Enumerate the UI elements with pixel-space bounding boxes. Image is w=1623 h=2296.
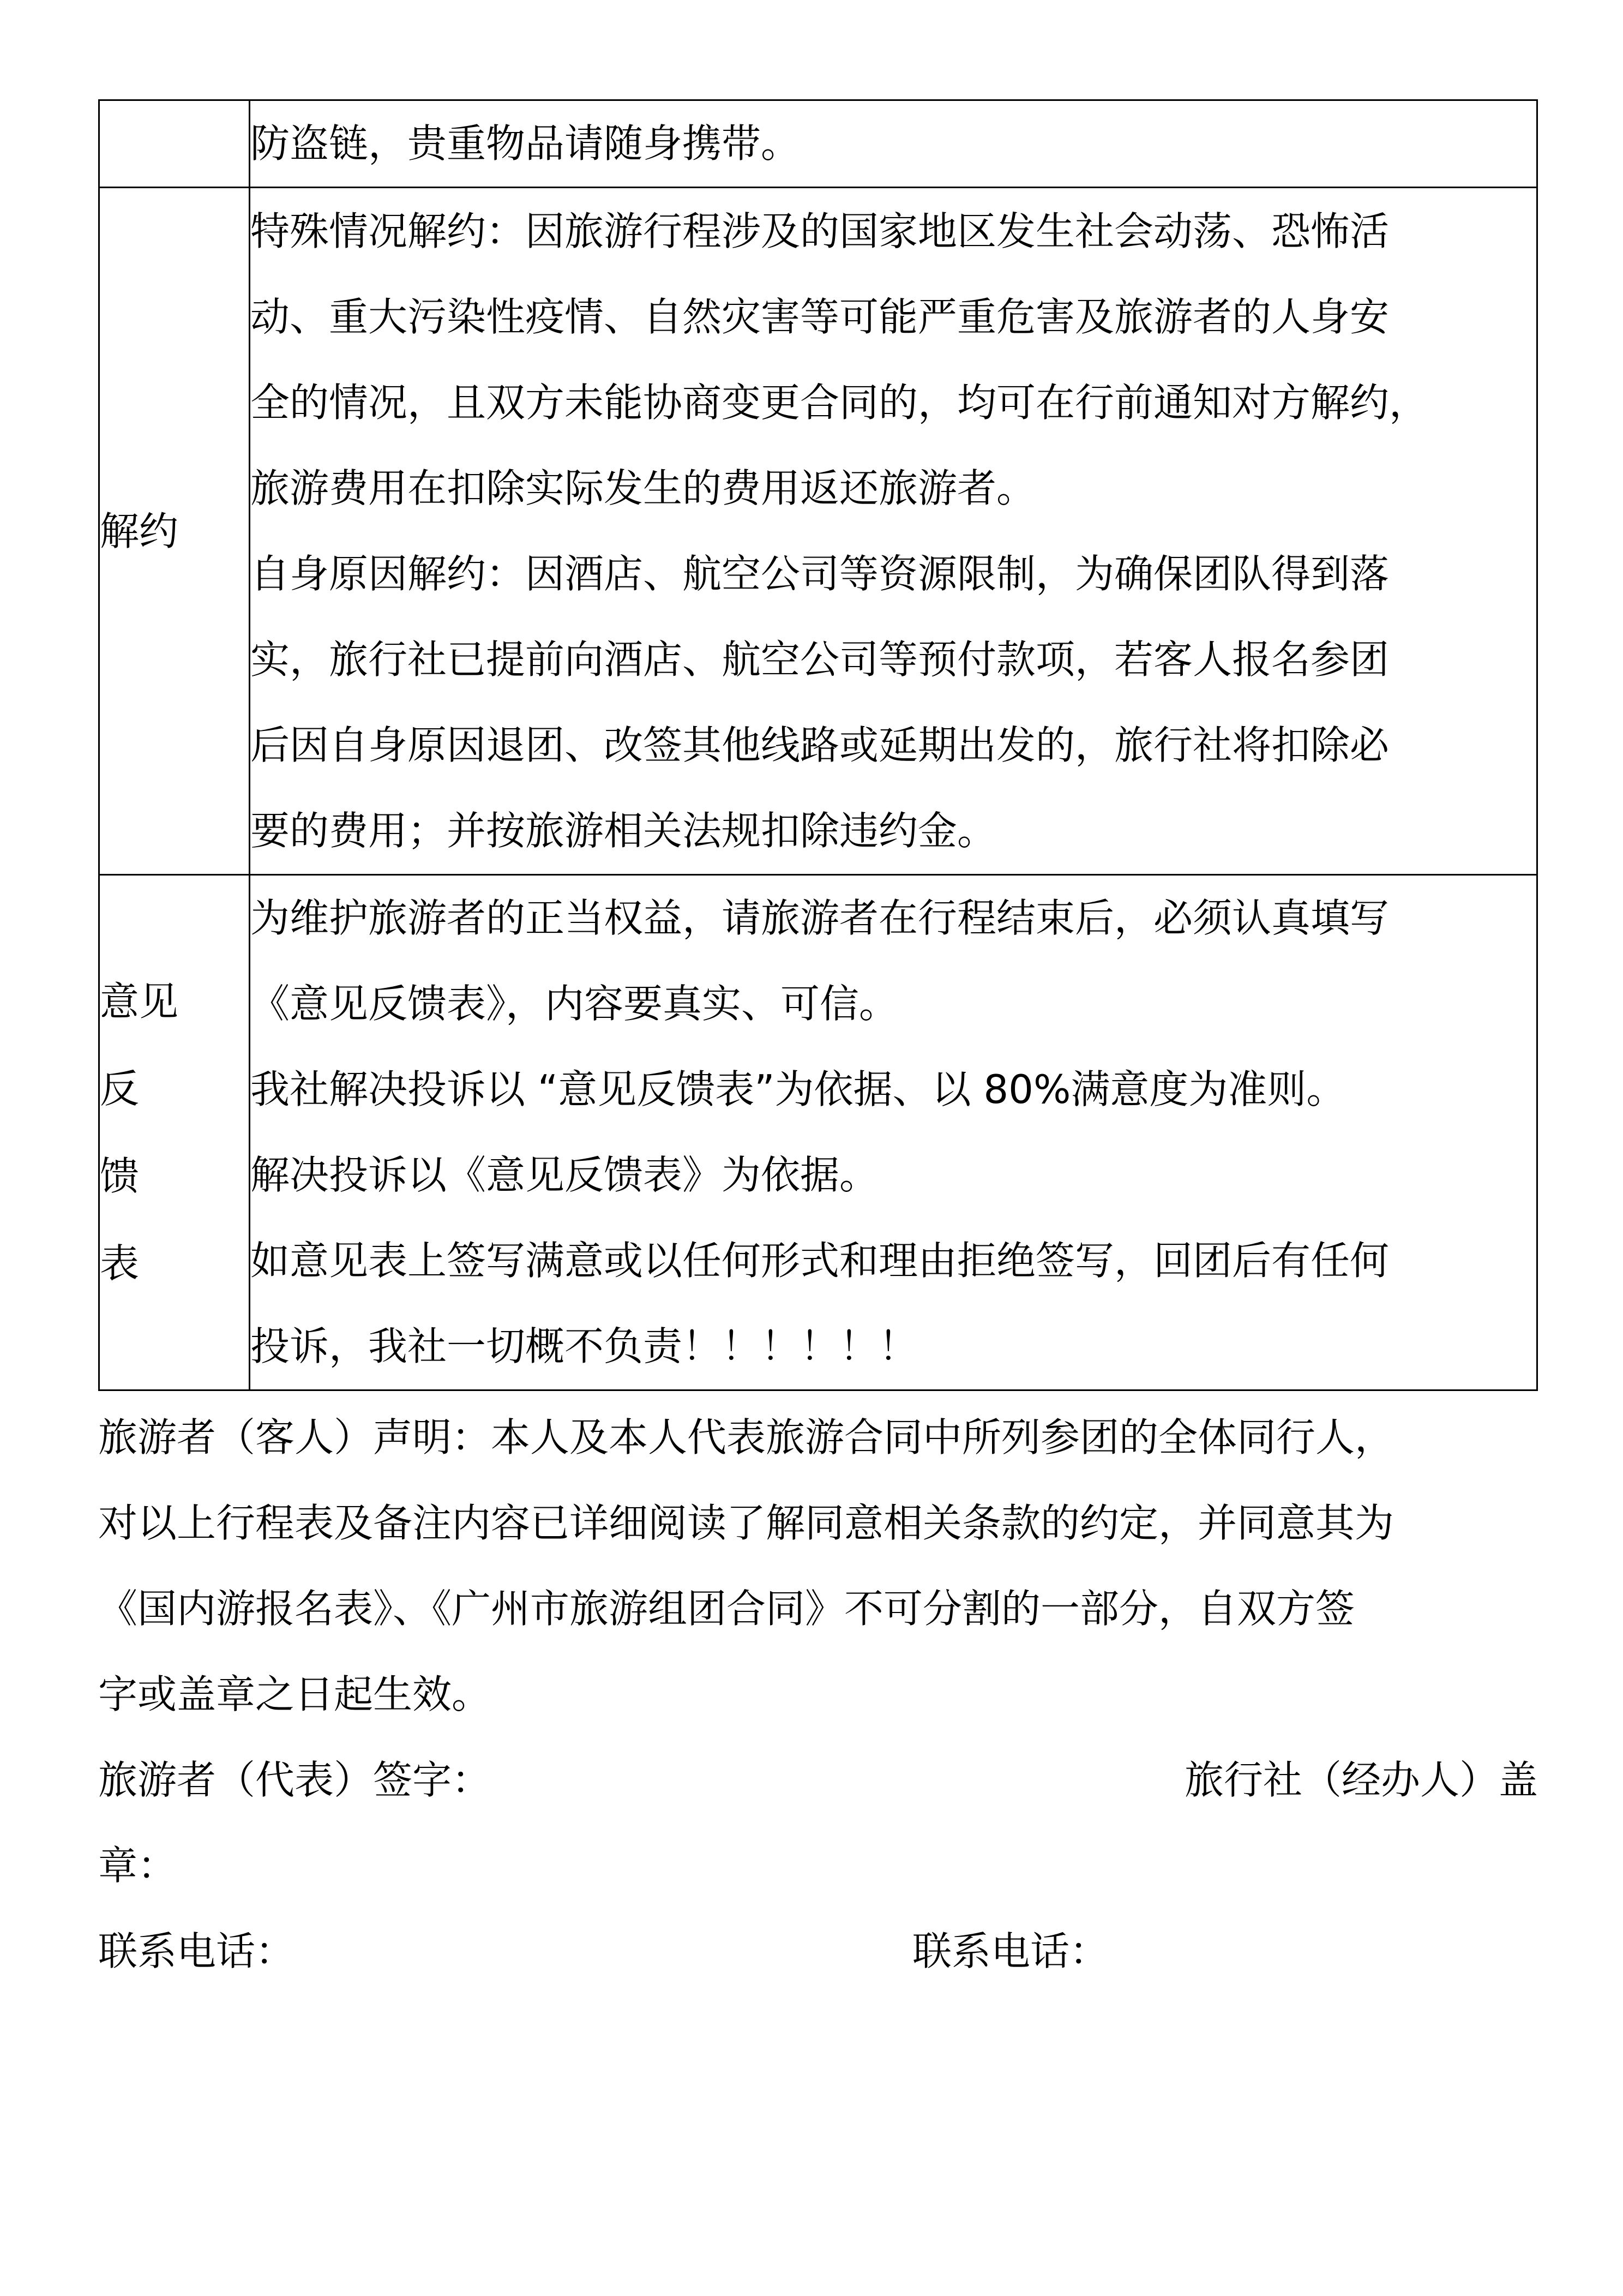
tourist-signature-label: 旅游者（代表）签字： [98, 1757, 491, 1803]
row-label-cancellation: 解约 [99, 188, 250, 875]
row-label [99, 100, 250, 188]
text-line: 投诉，我社一切概不负责！！！！！！ [250, 1323, 918, 1369]
text-line: 要的费用；并按旅游相关法规扣除违约金。 [250, 807, 997, 854]
terms-table [98, 99, 1538, 1391]
statement-line: 旅游者（客人）声明：本人及本人代表旅游合同中所列参团的全体同行人， [98, 1414, 1394, 1460]
table-row-feedback [99, 875, 1537, 1390]
text-line: 自身原因解约：因酒店、航空公司等资源限制，为确保团队得到落 [250, 550, 1390, 597]
label-char: 馈 [100, 1153, 140, 1199]
label-part: 表 [100, 1240, 140, 1286]
table-row-cancellation [99, 188, 1537, 875]
tourist-phone-label: 联系电话： [98, 1928, 295, 1974]
signature-row [98, 1737, 1538, 1823]
agency-stamp-label-continued: 章： [98, 1843, 177, 1889]
agency-phone-label: 联系电话： [912, 1928, 1109, 1974]
label-part-spread [100, 1045, 203, 1220]
row-content [250, 100, 1537, 188]
text-line: 实，旅行社已提前向酒店、航空公司等预付款项，若客人报名参团 [250, 636, 1390, 682]
statement-line: 对以上行程表及备注内容已详细阅读了解同意相关条款的约定，并同意其为 [98, 1500, 1394, 1546]
text-line: 解决投诉以《意见反馈表》为依据。 [250, 1152, 879, 1198]
statement-line: 字或盖章之日起生效。 [98, 1671, 491, 1717]
row-content-cancellation [250, 188, 1537, 875]
text-line: 全的情况，且双方未能协商变更合同的，均可在行前通知对方解约， [250, 379, 1429, 425]
text-line: 如意见表上签写满意或以任何形式和理由拒绝签写，回团后有任何 [250, 1238, 1390, 1284]
text-line: 动、重大污染性疫情、自然灾害等可能严重危害及旅游者的人身安 [250, 293, 1390, 340]
agency-stamp-label: 旅行社（经办人）盖 [1184, 1757, 1538, 1803]
row-label-feedback [99, 875, 250, 1390]
label-part: 意见 [100, 979, 179, 1024]
text-line: 我社解决投诉以 “意见反馈表”为依据、以 80%满意度为准则。 [250, 1066, 1346, 1112]
statement-line: 《国内游报名表》、《广州市旅游组团合同》不可分割的一部分，自双方签 [98, 1586, 1355, 1632]
label-char: 反 [100, 1066, 140, 1112]
table-row [99, 100, 1537, 188]
statement-section [98, 1395, 1538, 1994]
text-line: 《意见反馈表》，内容要真实、可信。 [250, 981, 899, 1027]
text-line: 后因自身原因退团、改签其他线路或延期出发的，旅行社将扣除必 [250, 722, 1390, 768]
row-content-feedback [250, 875, 1537, 1390]
text-line: 为维护旅游者的正当权益，请旅游者在行程结束后，必须认真填写 [250, 895, 1390, 941]
phone-row [98, 1909, 1538, 1994]
text-line: 防盗链，贵重物品请随身携带。 [250, 121, 801, 166]
text-line: 特殊情况解约：因旅游行程涉及的国家地区发生社会动荡、恐怖活 [250, 208, 1390, 254]
text-line: 旅游费用在扣除实际发生的费用返还旅游者。 [250, 465, 1036, 511]
